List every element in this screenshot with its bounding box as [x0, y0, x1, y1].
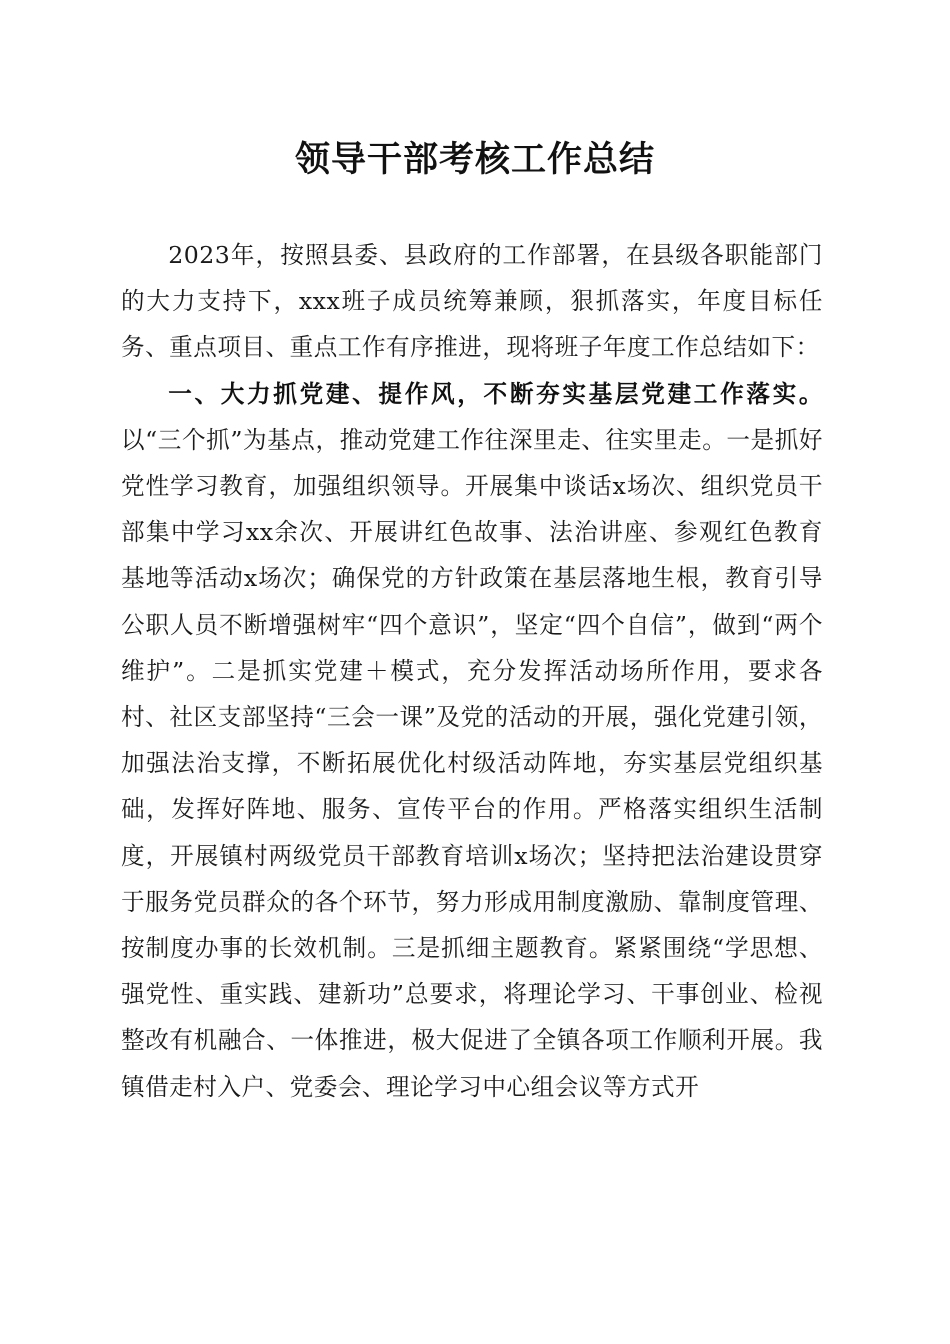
document-title: 领导干部考核工作总结 — [294, 140, 655, 180]
section-1-paragraph — [121, 371, 823, 1110]
section-1-heading: 一、大力抓党建、提作风，不断夯实基层党建工作落实。 — [168, 379, 823, 408]
intro-paragraph: 2023年，按照县委、县政府的工作部署，在县级各职能部门的大力支持下，xxx班子成员统筹兼顾，狠抓落实，年度目标任务、重点项目、重点工作有序推进，现将班子年度工作总结如下： — [121, 241, 823, 362]
section-1-body: 以“三个抓”为基点，推动党建工作往深里走、往实里走。一是抓好党性学习教育，加强组织领导。开展集中谈话x场次、组织党员干部集中学习xx余次、开展讲红色故事、法治讲座、参观红色教育基地等活动x场次；确保党的方针政策在基层落地生根，教育引导公职人员不断增强树牢“四个意识”，坚定“四个自信”，做到“两个维护”。二是抓实党建＋模式，充分发挥活动场所作用，要求各村、社区支部坚持“三会一课”及党的活动的开展，强化党建引领，加强法治支撑，不断拓展优化村级活动阵地，夯实基层党组织基础，发挥好阵地、服务、宣传平台的作用。严格落实组织生活制度，开展镇村两级党员干部教育培训x场次；坚持把法治建设贯穿于服务党员群众的各个环节，努力形成用制度激励、靠制度管理、按制度办事的长效机制。三是抓细主题教育。紧紧围绕“学思想、强党性、重实践、建新功”总要求，将理论学习、干事创业、检视整改有机融合、一体推进，极大促进了全镇各项工作顺利开展。我镇借走村入户、党委会、理论学习中心组会议等方式开 — [121, 425, 823, 1101]
document-body — [121, 232, 823, 1110]
